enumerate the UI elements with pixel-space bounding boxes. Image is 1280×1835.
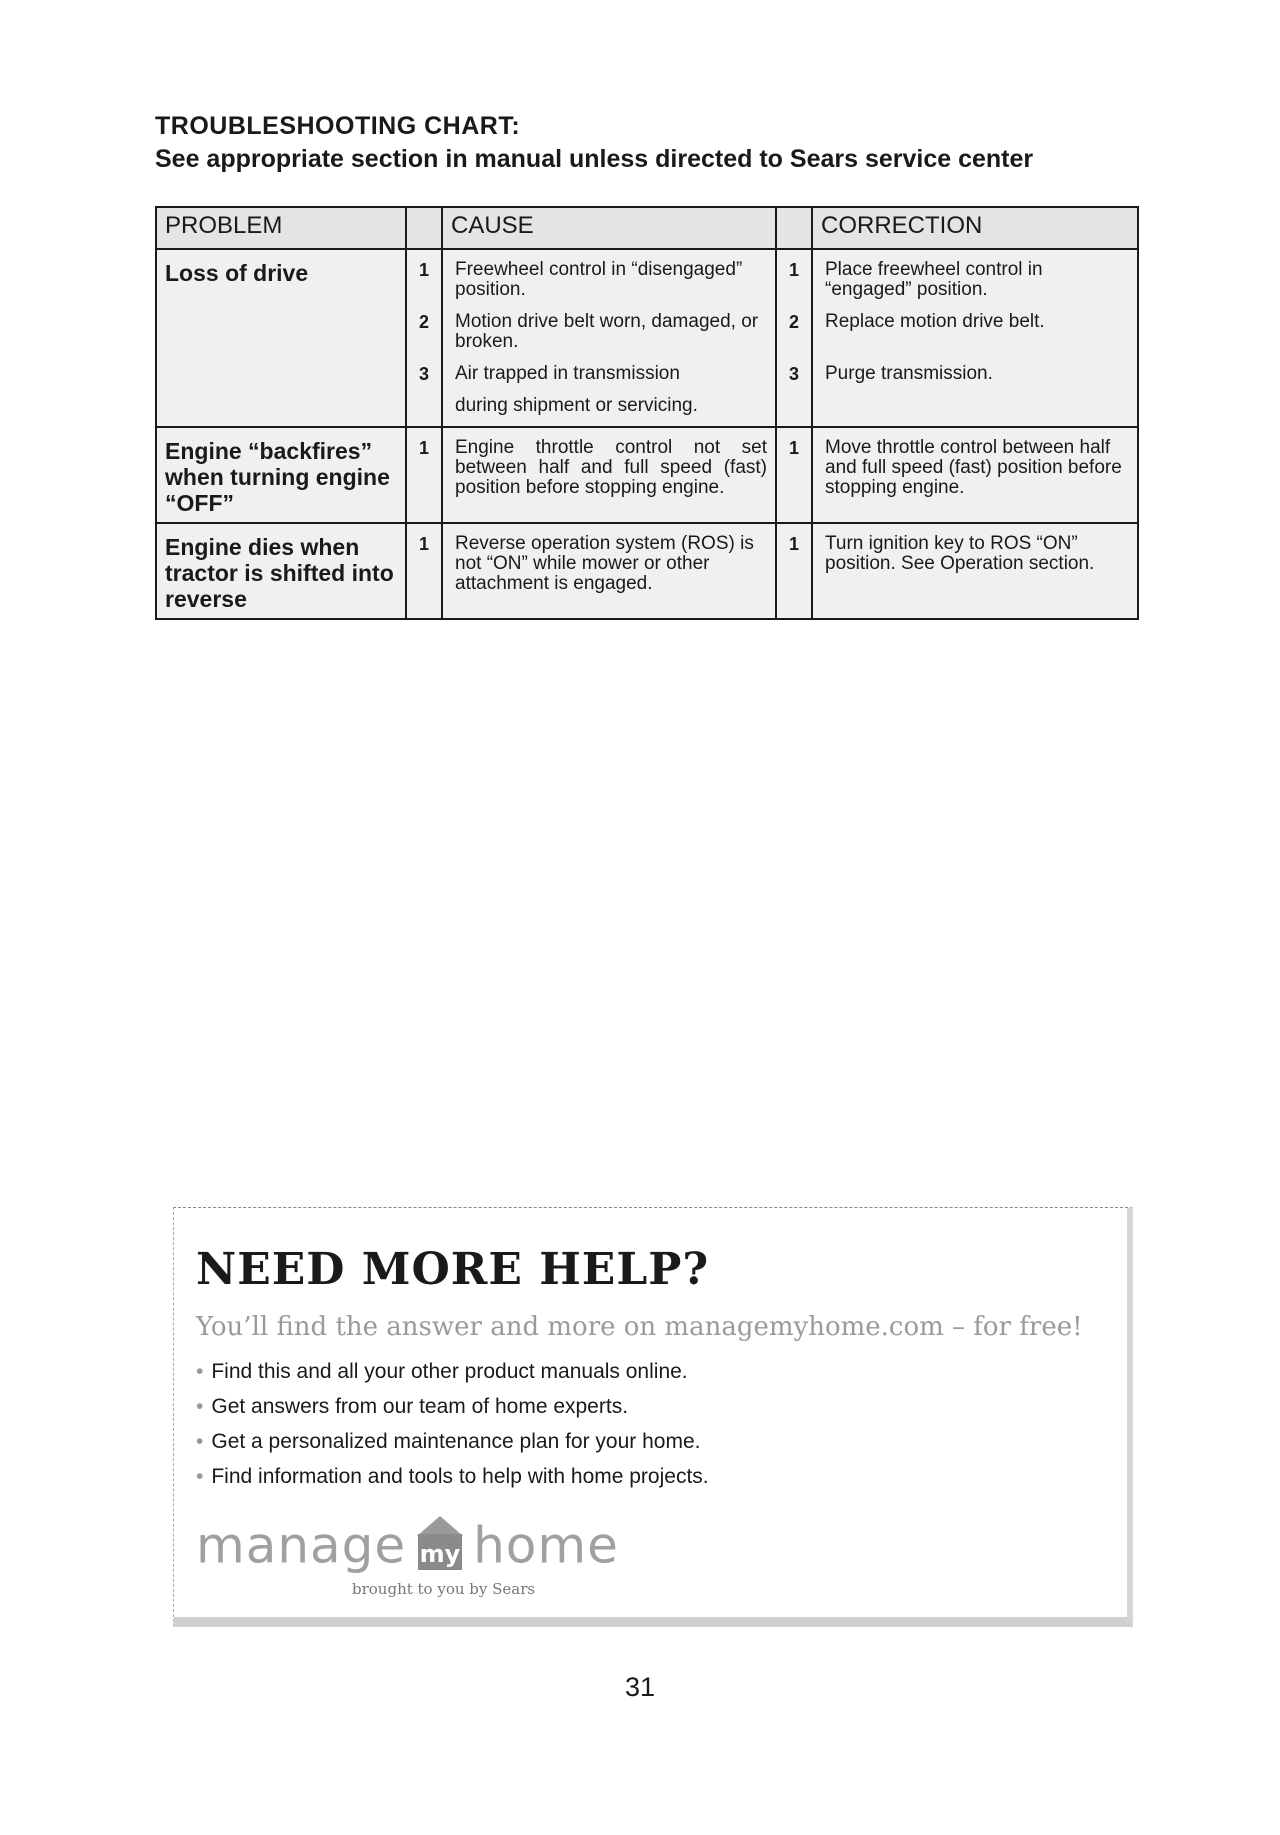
cause-number: 2: [406, 306, 442, 358]
table-header-row: [156, 207, 1138, 249]
table-row: [156, 523, 1138, 619]
correction-number: [776, 390, 812, 427]
header-correction: CORRECTION: [812, 207, 1138, 249]
problem-cell: Engine “backfires” when turning engine “OFF”: [156, 427, 406, 523]
need-more-help-box: [173, 1207, 1133, 1627]
cause-text: Motion drive belt worn, damaged, or broken.: [442, 306, 776, 358]
bullet-icon: •: [196, 1430, 204, 1453]
correction-text: Replace motion drive belt.: [812, 306, 1138, 358]
bullet-text: Find information and tools to help with home projects.: [211, 1465, 709, 1488]
logo-my-text: my: [419, 1540, 460, 1568]
bullet-icon: •: [196, 1360, 204, 1383]
correction-text: Turn ignition key to ROS “ON” position. See Operation section.: [812, 523, 1138, 619]
header-cause: CAUSE: [442, 207, 776, 249]
help-bullet-list: [196, 1354, 709, 1494]
correction-number: 1: [776, 427, 812, 523]
bullet-icon: •: [196, 1465, 204, 1488]
help-subtitle: You’ll find the answer and more on managemyhome.com – for free!: [196, 1312, 1083, 1342]
cause-text: during shipment or servicing.: [442, 390, 776, 427]
cause-text: Freewheel control in “disengaged” position.: [442, 249, 776, 306]
list-item: [196, 1389, 709, 1424]
managemyhome-logo: [196, 1514, 619, 1574]
cause-text: Reverse operation system (ROS) is not “ON” while mower or other attachment is engaged.: [442, 523, 776, 619]
correction-text: [812, 390, 1138, 427]
bullet-text: Get a personalized maintenance plan for your home.: [211, 1430, 701, 1453]
chart-title: TROUBLESHOOTING CHART:: [155, 112, 521, 140]
correction-number: 3: [776, 358, 812, 390]
correction-text: Place freewheel control in “engaged” position.: [812, 249, 1138, 306]
table-row: [156, 427, 1138, 523]
problem-cell: Loss of drive: [156, 249, 406, 427]
correction-text: Move throttle control between half and full speed (fast) position before stopping engine.: [812, 427, 1138, 523]
logo-home-text: home: [473, 1516, 619, 1575]
cause-text: Engine throttle control not set between half and full speed (fast) position before stopping engine.: [442, 427, 776, 523]
chart-subtitle: See appropriate section in manual unless directed to Sears service center: [155, 145, 1034, 173]
list-item: [196, 1459, 709, 1494]
list-item: [196, 1354, 709, 1389]
cause-number: [406, 390, 442, 427]
list-item: [196, 1424, 709, 1459]
cause-number: 1: [406, 427, 442, 523]
cause-number: 3: [406, 358, 442, 390]
help-title: NEED MORE HELP?: [196, 1244, 710, 1295]
cause-text: Air trapped in transmission: [442, 358, 776, 390]
header-correction-num: [776, 207, 812, 249]
troubleshooting-table: [155, 206, 1139, 620]
cause-number: 1: [406, 249, 442, 306]
correction-number: 2: [776, 306, 812, 358]
bullet-icon: •: [196, 1395, 204, 1418]
bullet-text: Get answers from our team of home experts.: [211, 1395, 629, 1418]
logo-manage-text: manage: [196, 1516, 407, 1575]
cause-number: 1: [406, 523, 442, 619]
table-row: [156, 249, 1138, 306]
correction-number: 1: [776, 249, 812, 306]
page-number: 31: [624, 1672, 656, 1702]
house-icon: [415, 1514, 465, 1577]
heading-block: [155, 110, 1155, 176]
problem-cell: Engine dies when tractor is shifted into reverse: [156, 523, 406, 619]
header-problem: PROBLEM: [156, 207, 406, 249]
correction-number: 1: [776, 523, 812, 619]
brought-by-text: brought to you by Sears: [352, 1580, 536, 1598]
bullet-text: Find this and all your other product manuals online.: [211, 1360, 688, 1383]
correction-text: Purge transmission.: [812, 358, 1138, 390]
header-cause-num: [406, 207, 442, 249]
